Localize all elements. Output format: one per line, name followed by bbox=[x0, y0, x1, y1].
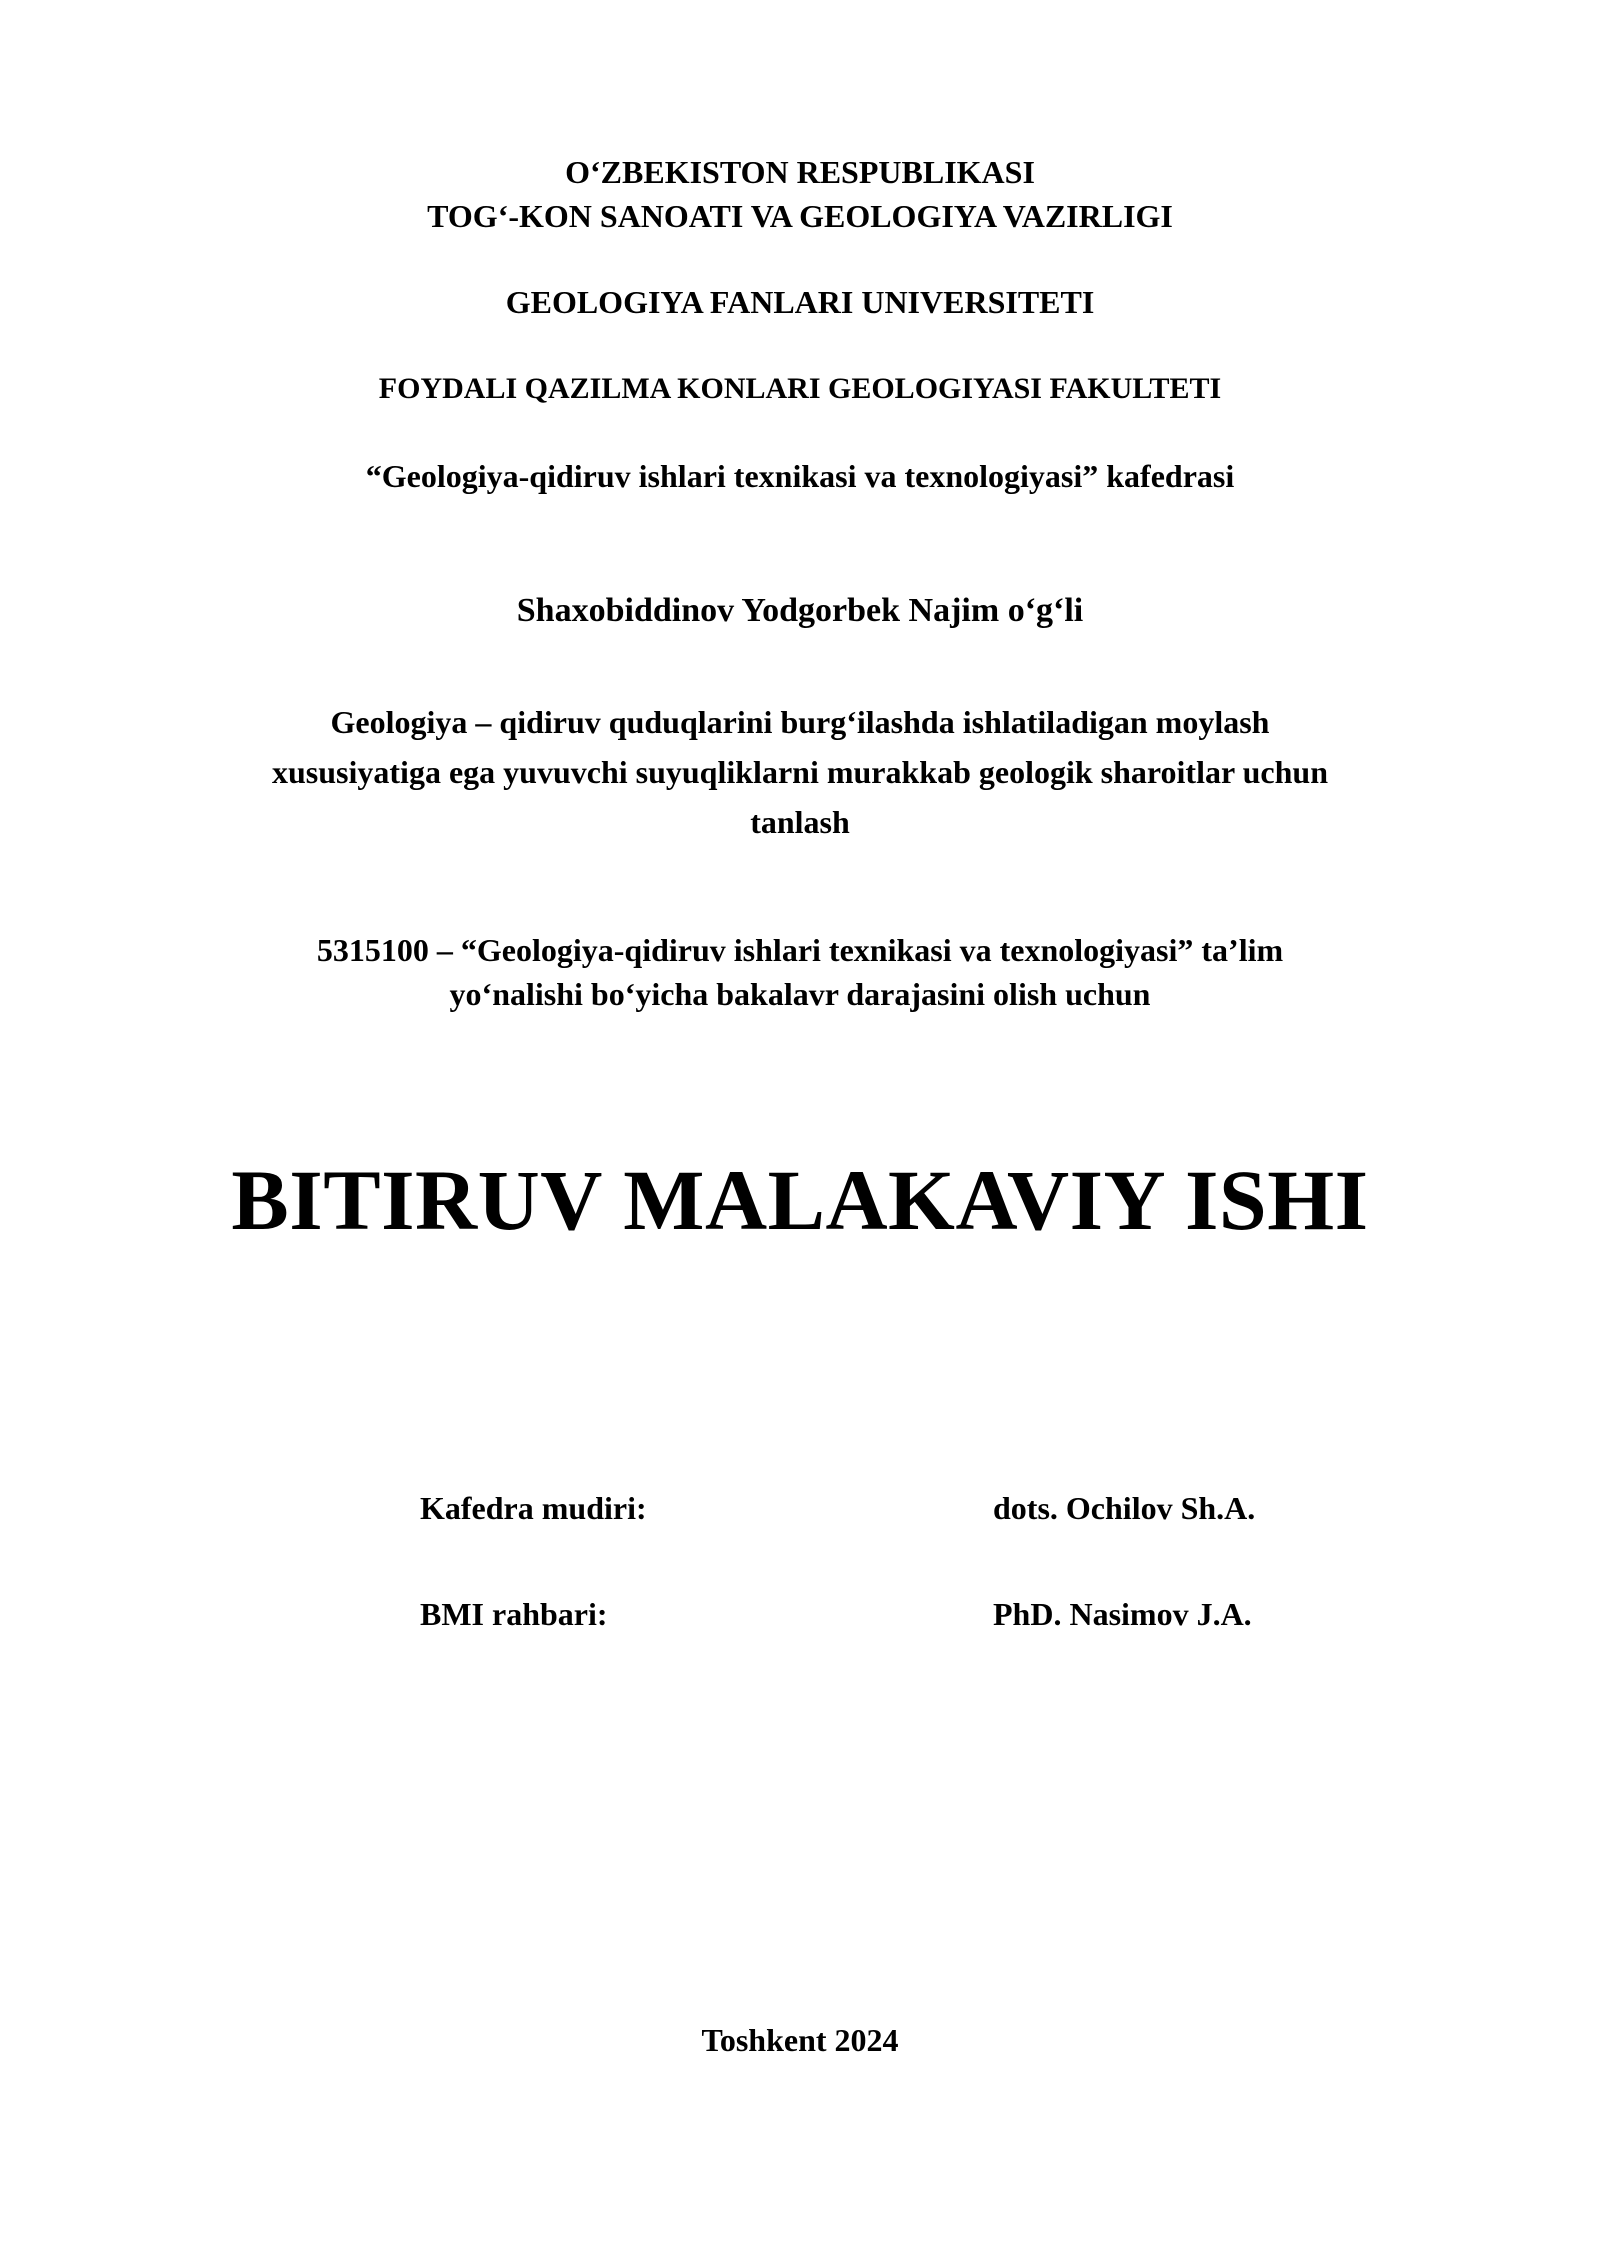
topic-line-3: tanlash bbox=[750, 804, 850, 840]
republic-heading: O‘ZBEKISTON RESPUBLIKASI bbox=[565, 154, 1035, 190]
topic-line-1: Geologiya – qidiruv quduqlarini burg‘ilashda ishlatiladigan moylash bbox=[330, 704, 1270, 740]
head-label: Kafedra mudiri: bbox=[420, 1490, 647, 1526]
supervisor-label: BMI rahbari: bbox=[420, 1596, 608, 1632]
author-name: Shaxobiddinov Yodgorbek Najim o‘g‘li bbox=[516, 592, 1084, 629]
degree-line-2: yo‘nalishi bo‘yicha bakalavr darajasini olish uchun bbox=[449, 976, 1151, 1012]
work-title: BITIRUV MALAKAVIY ISHI bbox=[231, 1152, 1369, 1248]
topic-line-2: xususiyatiga ega yuvuvchi suyuqliklarni murakkab geologik sharoitlar uchun bbox=[272, 754, 1328, 790]
head-name: dots. Ochilov Sh.A. bbox=[993, 1490, 1256, 1526]
faculty-heading: FOYDALI QAZILMA KONLARI GEOLOGIYASI FAKULTETI bbox=[378, 372, 1222, 405]
supervisor-name: PhD. Nasimov J.A. bbox=[993, 1596, 1252, 1632]
university-heading: GEOLOGIYA FANLARI UNIVERSITETI bbox=[505, 284, 1095, 320]
city-year: Toshkent 2024 bbox=[701, 2022, 899, 2058]
ministry-heading: TOG‘-KON SANOATI VA GEOLOGIYA VAZIRLIGI bbox=[427, 198, 1173, 234]
degree-line-1: 5315100 – “Geologiya-qidiruv ishlari texnikasi va texnologiyasi” ta’lim bbox=[316, 932, 1284, 968]
department-heading: “Geologiya-qidiruv ishlari texnikasi va texnologiyasi” kafedrasi bbox=[365, 458, 1235, 494]
